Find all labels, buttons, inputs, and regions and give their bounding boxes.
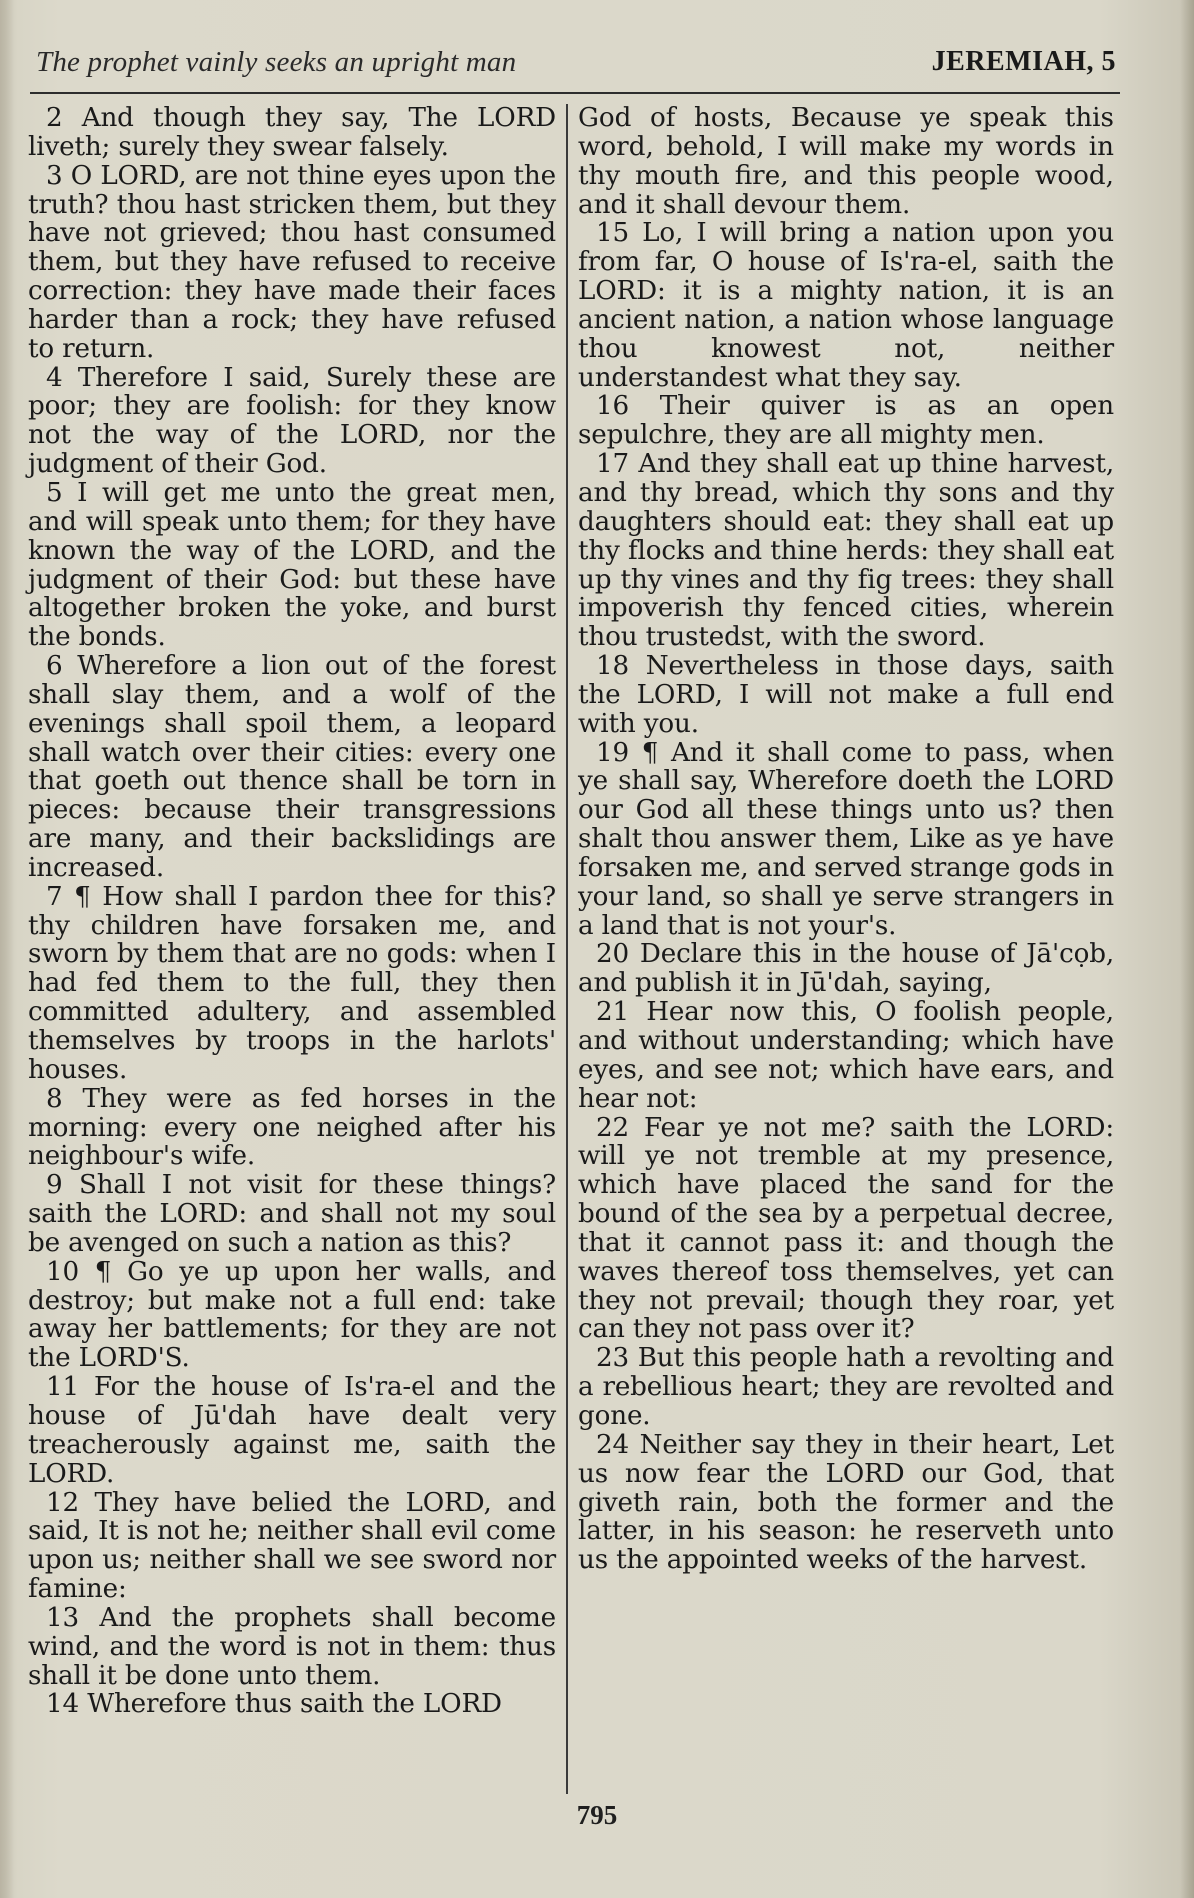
running-header (36, 46, 1116, 86)
header-book-chapter: JEREMIAH, 5 (931, 46, 1116, 77)
verse-5: 5 I will get me unto the great men, and will speak unto them; for they have known the way of the LORD, and the judgment of their God: but these have altogether broken the yoke, and burst the bonds. (28, 477, 556, 653)
verse-16: 16 Their quiver is as an open sepulchre, they are all mighty men. (578, 391, 1114, 451)
spine-shadow (0, 0, 14, 1898)
right-column (578, 104, 1114, 1794)
verse-20: 20 Declare this in the house of Jā'cọb, and publish it in Jū'dah, saying, (578, 939, 1114, 999)
verse-9: 9 Shall I not visit for these things? saith the LORD: and shall not my soul be avenged on such a nation as this? (28, 1170, 556, 1258)
verse-10: 10 ¶ Go ye up upon her walls, and destroy; but make not a full end: take away her battlements; for they are not the LORD'S. (28, 1256, 556, 1374)
verse-23: 23 But this people hath a revolting and a rebellious heart; they are revolted and gone. (578, 1343, 1114, 1431)
verse-17: 17 And they shall eat up thine harvest, and thy bread, which thy sons and thy daughters should eat: they shall eat up thy flocks and thine herds: they shall eat up thy vines and thy fig trees: they shall impoverish thy fenced cities, wherein thou trustedst, with the sword. (578, 449, 1114, 653)
verse-8: 8 They were as fed horses in the morning: every one neighed after his neighbour's wife. (28, 1083, 556, 1172)
left-column (28, 104, 556, 1794)
verse-11: 11 For the house of Is'ra-el and the house of Jū'dah have dealt very treacherously against me, saith the LORD. (28, 1372, 556, 1489)
verse-4: 4 Therefore I said, Surely these are poor; they are foolish: for they know not the way of the LORD, nor the judgment of their God. (28, 362, 556, 480)
header-section-title: The prophet vainly seeks an upright man (36, 46, 517, 78)
verse-14-continued: God of hosts, Because ye speak this word, behold, I will make my words in thy mouth fire, and this people wood, and it shall devour them. (578, 103, 1114, 220)
verse-2: 2 And though they say, The LORD liveth; surely they swear falsely. (28, 103, 556, 162)
verse-24: 24 Neither say they in their heart, Let us now fear the LORD our God, that giveth rain, both the former and the latter, in his season: he reserveth unto us the appointed weeks of the harvest. (578, 1429, 1114, 1576)
verse-14-start: 14 Wherefore thus saith the LORD (46, 1689, 502, 1720)
verse-7: 7 ¶ How shall I pardon thee for this? thy children have forsaken me, and sworn by them that are no gods: when I had fed them to the full, they then committed adultery, and assembled themselves by troops in the harlots' houses. (28, 881, 556, 1085)
verse-22: 22 Fear ye not me? saith the LORD: will ye not tremble at my presence, which have placed the sand for the bound of the sea by a perpetual decree, that it cannot pass it: and though the waves thereof toss themselves, yet can they not prevail; though they roar, yet can they not pass over it? (578, 1112, 1114, 1345)
verse-13: 13 And the prophets shall become wind, and the word is not in them: thus shall it be done unto them. (28, 1602, 556, 1691)
header-rule (30, 92, 1120, 94)
verse-12: 12 They have belied the LORD, and said, It is not he; neither shall evil come upon us; neither shall we see sword nor famine: (28, 1487, 556, 1605)
verse-19: 19 ¶ And it shall come to pass, when ye shall say, Wherefore doeth the LORD our God all these things unto us? then shalt thou answer them, Like as ye have forsaken me, and served strange gods in your land, so shall ye serve strangers in a land that is not your's. (578, 737, 1114, 941)
verse-18: 18 Nevertheless in those days, saith the LORD, I will not make a full end with you. (578, 651, 1114, 739)
verse-6: 6 Wherefore a lion out of the forest shall slay them, and a wolf of the evenings shall spoil them, a leopard shall watch over their cities: every one that goeth out thence shall be torn in pieces: because their transgressions are many, and their backslidings are increased. (28, 651, 556, 883)
verse-21: 21 Hear now this, O foolish people, and without understanding; which have eyes, and see not; which have ears, and hear not: (578, 997, 1114, 1114)
page-number: 795 (576, 1800, 618, 1830)
verse-3: 3 O LORD, are not thine eyes upon the truth? thou hast stricken them, but they have not grieved; thou hast consumed them, but they have refused to receive correction: they have made their faces harder than a rock; they have refused to return. (28, 160, 556, 364)
page-edge-shadow (1180, 0, 1194, 1898)
column-divider (566, 104, 568, 1794)
verse-15: 15 Lo, I will bring a nation upon you from far, O house of Is'ra-el, saith the LORD: it is a mighty nation, it is an ancient nation, a nation whose language thou knowest not, neither understandest what they say. (578, 218, 1114, 393)
